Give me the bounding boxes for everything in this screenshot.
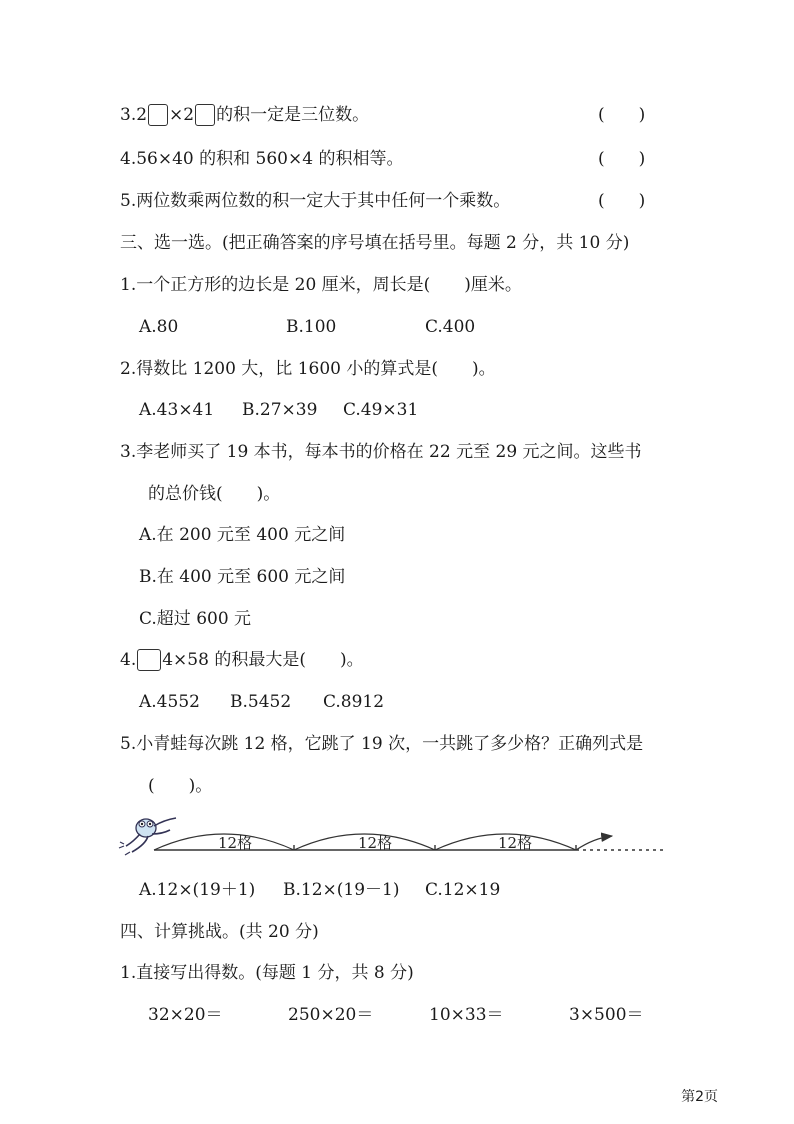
s3-q5-line2: ( )。 [148,776,213,796]
page-number: 第2页 [681,1089,718,1105]
s3-q1-option-c: C.400 [425,317,476,337]
judge-q3 [120,104,369,126]
jump-label: 12格 [218,834,253,852]
s3-q4-suffix: 4×58 的积最大是( )。 [162,650,364,670]
judge-q4: 4.56×40 的积和 560×4 的积相等。 [120,149,404,169]
s3-q4-option-b: B.5452 [230,692,292,712]
blank-box [148,104,168,126]
answer-paren: ( ) [598,149,646,169]
calc-item: 32×20＝ [148,1005,223,1025]
judge-q3-part-a: 3.2 [120,105,148,125]
judge-q5: 5.两位数乘两位数的积一定大于其中任何一个乘数。 [120,191,511,211]
s3-q5-option-a: A.12×(19＋1) [139,880,256,900]
section4-heading: 四、计算挑战。(共 20 分) [120,922,319,942]
s3-q3-line1: 3.李老师买了 19 本书，每本书的价格在 22 元至 29 元之间。这些书 [120,442,642,462]
s3-q3-option-b: B.在 400 元至 600 元之间 [139,567,346,587]
jump-label: 12格 [358,834,393,852]
s3-q3-option-a: A.在 200 元至 400 元之间 [139,525,346,545]
s3-q4-option-a: A.4552 [139,692,200,712]
s3-q1: 1.一个正方形的边长是 20 厘米，周长是( )厘米。 [120,275,522,295]
blank-box [137,649,161,671]
s3-q5-option-b: B.12×(19－1) [283,880,400,900]
s3-q5-option-c: C.12×19 [425,880,501,900]
judge-q3-part-b: ×2 [169,105,195,125]
answer-paren: ( ) [598,191,646,211]
s3-q2-option-c: C.49×31 [343,400,419,420]
s3-q3-option-c: C.超过 600 元 [139,609,252,629]
calc-item: 3×500＝ [569,1005,644,1025]
s3-q4-prefix: 4. [120,650,137,670]
s3-q2-option-b: B.27×39 [242,400,318,420]
s3-q2-option-a: A.43×41 [139,400,215,420]
section3-heading: 三、选一选。(把正确答案的序号填在括号里。每题 2 分，共 10 分) [120,233,630,253]
frog-jump-figure [118,812,678,868]
s3-q1-option-b: B.100 [286,317,337,337]
s4-sub1: 1.直接写出得数。(每题 1 分，共 8 分) [120,963,414,983]
calc-item: 250×20＝ [288,1005,374,1025]
s3-q4 [120,649,364,671]
s3-q1-option-a: A.80 [139,317,179,337]
s3-q4-option-c: C.8912 [323,692,385,712]
jump-label: 12格 [498,834,533,852]
calc-item: 10×33＝ [429,1005,504,1025]
blank-box [195,104,215,126]
answer-paren: ( ) [598,105,646,125]
s3-q2: 2.得数比 1200 大，比 1600 小的算式是( )。 [120,359,496,379]
s3-q3-line2: 的总价钱( )。 [148,484,281,504]
s3-q5-line1: 5.小青蛙每次跳 12 格，它跳了 19 次，一共跳了多少格？正确列式是 [120,734,644,754]
judge-q3-part-c: 的积一定是三位数。 [216,105,370,125]
